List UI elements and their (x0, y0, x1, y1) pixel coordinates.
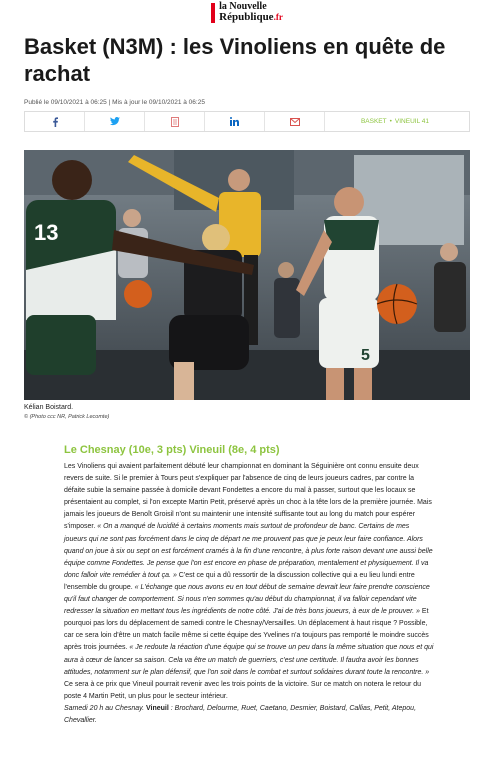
article-body (64, 461, 434, 727)
article-title: Basket (N3M) : les Vinoliens en quête de rachat (24, 34, 446, 86)
logo-line-1: la Nouvelle (219, 1, 267, 12)
paragraph-text: C'est ce qui a dû ressortir de la discussion collective qui a eu lieu lundi entre l'ensemble du groupe. (64, 571, 415, 591)
email-icon (290, 118, 300, 126)
article-photo (24, 150, 470, 400)
site-logo[interactable] (211, 2, 283, 23)
paragraph-text: Ce sera à ce prix que Vineuil pourrait revenir avec les trois points de la victoire. Sur ce match on notera le retour du poste 4 Martin Petit, un plus pour le secteur intérieur. (64, 680, 422, 700)
svg-text:5: 5 (361, 347, 370, 364)
photo-caption: Kélian Boistard. (24, 404, 74, 411)
tag-vineuil[interactable]: VINEUIL 41 (394, 118, 429, 125)
article-subheading: Le Chesnay (10e, 3 pts) Vineuil (8e, 4 pts) (64, 444, 280, 456)
article-tags (325, 112, 469, 131)
updated-date: Mis à jour le 09/10/2021 à 06:25 (112, 99, 205, 106)
article-paragraph (64, 461, 434, 703)
share-email-button[interactable] (265, 112, 325, 131)
tag-separator: • (389, 118, 392, 125)
match-time: Samedi 20 h au Chesnay. (64, 704, 145, 712)
print-icon (171, 117, 179, 127)
share-twitter-button[interactable] (85, 112, 145, 131)
logo-name: République (219, 11, 274, 23)
published-date: Publié le 09/10/2021 à 06:25 (24, 99, 107, 106)
article-dates (24, 99, 205, 106)
coach-quote: « On a manqué de lucidité à certains moments mais surtout de profondeur de banc. Certains de mes joueurs qui ne sont pas forcément dans le cinq de départ ne me prouvent pas que je peux leur faire confiance. Alors quand on joue à six ou sept on est forcément cramés à la fin d'une rencontre, à plus forte raison devant une aussi belle équipe comme Fondettes. Je pense que l'on est encore en phase de préparation, mentalement et physiquement. Il va donc falloir vite remédier à tout ça. » (64, 523, 433, 579)
svg-text:13: 13 (34, 220, 59, 245)
basketball-photo-illustration (24, 150, 470, 400)
photo-credit: © (Photo ccc NR, Patrick Lecomte) (24, 414, 110, 420)
twitter-icon (110, 117, 120, 126)
match-info (64, 703, 434, 727)
logo-line-2 (219, 12, 283, 23)
logo-suffix: .fr (273, 12, 283, 22)
date-separator: | (106, 99, 113, 106)
share-facebook-button[interactable] (25, 112, 85, 131)
site-header (0, 2, 494, 25)
share-linkedin-button[interactable] (205, 112, 265, 131)
linkedin-icon (230, 117, 239, 126)
paragraph-text: Les Vinoliens qui avaient parfaitement débuté leur championnat en dominant la Séguinière ont connu ensuite deux revers de suite. Si le premier à Tours peut s'expliquer par l'absence de cinq de leurs joueurs cadres, par contre la défaite subie la semaine passée à domicile devant Fondettes a encore du mal à passer, surtout que les locaux se présentaient au complet, si l'on excepte Martin Petit, préservé après un choc à la tête lors de la première journée. Mais jamais les joueurs de Benoît Groisil n'ont su maintenir une intensité suffisante tout au long du match pour espérer s'imposer. (64, 463, 432, 531)
coach-quote: « Je redoute la réaction d'une équipe qui se trouve un peu dans la même situation que nous et qui aura à cœur de lancer sa saison. Cela va être un match de guerriers, c'est une certitude. Il faudra avoir les bonnes attitudes, notamment sur le plan défensif, que l'on soit dans le combat et surtout solidaires durant toute la rencontre. » (64, 644, 434, 676)
team-roster: : Brochard, Delourme, Ruet, Caetano, Desmier, Boistard, Callias, Petit, Atepou, Chevallier. (64, 704, 417, 724)
print-button[interactable] (145, 112, 205, 131)
share-bar (24, 111, 470, 132)
team-name: Vineuil (146, 704, 169, 712)
paragraph-text: Et pourquoi pas lors du déplacement de samedi contre le Chesnay/Versailles. Un déplacement à haut risque ? Possible, car ce sera loin d'être un match facile même si cette équipe des Yvelines n'a toujours pas remporté le moindre succès après trois journées. (64, 608, 429, 652)
tag-basket[interactable]: BASKET (360, 118, 387, 125)
logo-bar (211, 3, 215, 23)
coach-quote: « L'échange que nous avons eu en tout début de semaine devrait leur faire prendre conscience qu'il faut changer de comportement. Si nous n'en sommes qu'au début du championnat, il va falloir cependant vite redresser la situation en mettant tous les ingrédients de notre côté. J'ai de très bons joueurs, à eux de le prouver. » (64, 583, 430, 616)
facebook-icon (51, 117, 59, 127)
